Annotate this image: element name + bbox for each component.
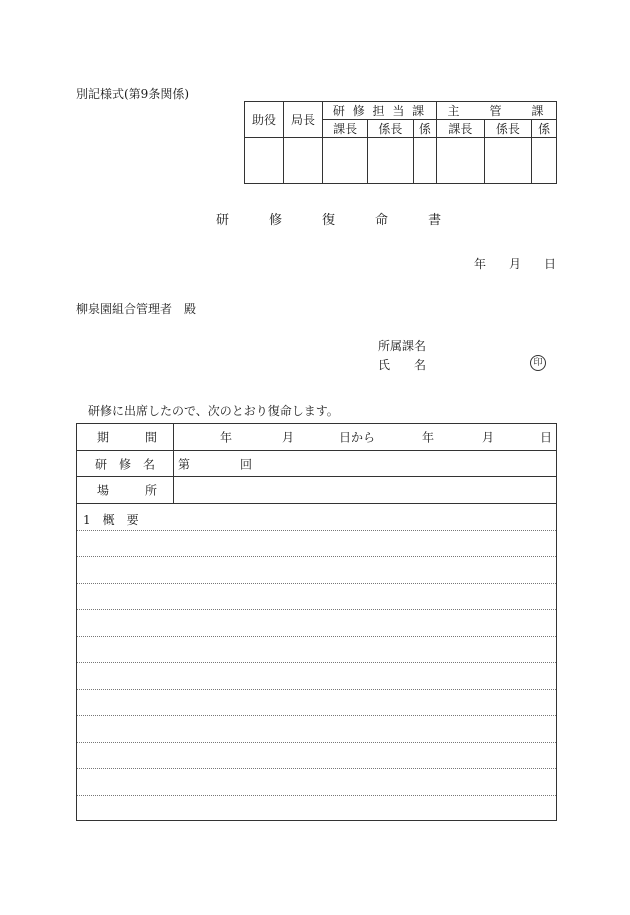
managing-subsection-chief: 係長	[484, 120, 532, 138]
seal-mark-icon: 印	[530, 355, 546, 371]
title-char: 研	[216, 213, 230, 228]
summary-line[interactable]	[77, 556, 556, 557]
training-name-label-cell	[77, 451, 174, 476]
summary-line[interactable]	[77, 662, 556, 663]
period-label: 期 間	[97, 430, 158, 445]
summary-line[interactable]	[77, 715, 556, 716]
period-to-day: 日	[540, 430, 553, 445]
summary-line[interactable]	[77, 795, 556, 796]
title-char: 書	[428, 213, 442, 228]
period-to-year: 年	[422, 430, 435, 445]
title-char: 命	[375, 213, 389, 228]
title-char: 修	[269, 213, 283, 228]
date-year: 年	[474, 257, 487, 271]
dept-label: 所属課名	[378, 339, 427, 353]
period-from-day: 日から	[339, 430, 376, 445]
stamp-box[interactable]	[437, 138, 485, 184]
training-kai: 回	[240, 457, 253, 471]
summary-line[interactable]	[77, 609, 556, 610]
training-dai: 第	[178, 457, 191, 471]
report-form	[76, 423, 557, 821]
addressee: 柳泉園組合管理者 殿	[76, 302, 197, 316]
training-subsection-chief: 係長	[368, 120, 413, 138]
stamp-box[interactable]	[368, 138, 413, 184]
training-name-row	[77, 451, 556, 477]
summary-label: 1 概 要	[83, 513, 139, 527]
stamp-box[interactable]	[413, 138, 437, 184]
period-from-month: 月	[282, 430, 295, 445]
training-name-label: 研 修 名	[95, 457, 156, 471]
period-from-year: 年	[220, 430, 233, 445]
stamp-box[interactable]	[323, 138, 368, 184]
summary-line[interactable]	[77, 689, 556, 690]
managing-staff: 係	[532, 120, 557, 138]
title-char: 復	[322, 213, 336, 228]
group-training-dept: 研 修 担 当 課	[323, 102, 437, 120]
form-reference: 別記様式(第9条関係)	[76, 87, 189, 101]
training-section-chief: 課長	[323, 120, 368, 138]
intro-text: 研修に出席したので、次のとおり復命します。	[88, 404, 339, 418]
training-staff: 係	[413, 120, 437, 138]
stamp-box[interactable]	[245, 138, 284, 184]
managing-section-chief: 課長	[437, 120, 485, 138]
period-row	[77, 424, 556, 451]
place-row	[77, 477, 556, 504]
summary-line[interactable]	[77, 583, 556, 584]
period-label-cell	[77, 424, 174, 450]
place-label-cell	[77, 477, 174, 503]
stamp-box[interactable]	[284, 138, 323, 184]
date-month: 月	[509, 257, 522, 271]
summary-line[interactable]	[77, 636, 556, 637]
name-label: 氏 名	[378, 358, 427, 372]
document-title	[216, 209, 441, 228]
date-day: 日	[544, 257, 557, 271]
stamp-box[interactable]	[484, 138, 532, 184]
stamp-box[interactable]	[532, 138, 557, 184]
period-to-month: 月	[482, 430, 495, 445]
group-managing-dept: 主 管 課	[437, 102, 557, 120]
role-deputy-mayor: 助役	[245, 102, 284, 138]
summary-line[interactable]	[77, 530, 556, 531]
summary-line[interactable]	[77, 768, 556, 769]
place-label: 場 所	[97, 483, 158, 498]
role-bureau-chief: 局長	[284, 102, 323, 138]
approval-stamp-grid	[244, 101, 557, 184]
summary-line[interactable]	[77, 742, 556, 743]
